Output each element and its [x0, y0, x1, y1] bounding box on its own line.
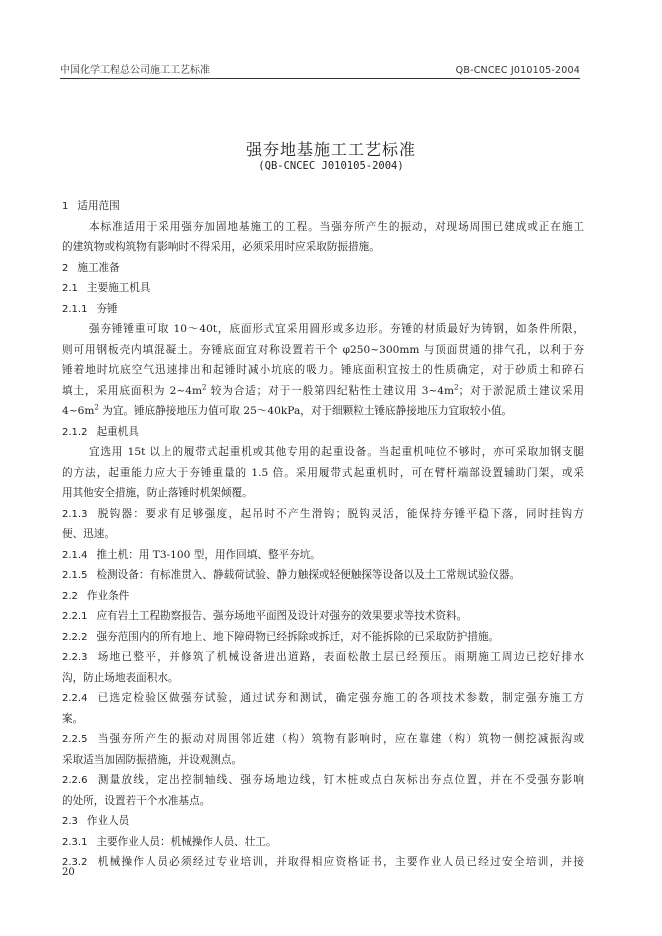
- clause-2-2-1: 2.2.1 应有岩土工程勘察报告、强夯场地平面图及设计对强夯的效果要求等技术资料。: [62, 610, 468, 622]
- paragraph-line: 沟，防止场地表面积水。: [62, 671, 179, 684]
- section-2-1-2-heading: 2.1.2 起重机具: [62, 425, 139, 438]
- paragraph-line: 的处所，设置若干个水准基点。: [62, 794, 211, 807]
- clause-2-2-5: 2.2.5 当强夯所产生的振动对周围邻近建（构）筑物有影响时，应在靠建（构）筑物一侧挖减振沟或: [62, 733, 584, 745]
- page-number: 20: [62, 867, 75, 878]
- paragraph-line: 的建筑物或构筑物有影响时不得采用，必须采用时应采取防振措施。: [62, 241, 380, 253]
- section-2-3-heading: 2.3 作业人员: [62, 815, 130, 827]
- page-header: [60, 60, 580, 79]
- section-2-1-heading: 2.1 主要施工机具: [62, 282, 151, 294]
- section-2-heading: 2 施工准备: [62, 261, 120, 274]
- clause-2-2-3: 2.2.3 场地已整平，并修筑了机械设备进出道路，表面松散土层已经预压。雨期施工周边已挖好排水: [62, 651, 584, 663]
- paragraph-line: 则可用钢板壳内填混凝土。夯锤底面宜对称设置若干个 φ250~300mm 与顶面贯通的排气孔，以利于夯: [62, 343, 584, 356]
- clause-2-2-4: 2.2.4 已选定检验区做强夯试验，通过试夯和测试，确定强夯施工的各项技术参数，制定强夯施工方: [62, 692, 584, 704]
- clause-2-2-6: 2.2.6 测量放线，定出控制轴线、强夯场地边线，钉木桩或点白灰标出夯点位置，并在不受强夯影响: [62, 774, 584, 786]
- clause-2-2-2: 2.2.2 强夯范围内的所有地上、地下障碍物已经拆除或拆迁，对不能拆除的已采取防护措施。: [62, 630, 500, 643]
- paragraph-line: 强夯锤锤重可取 10～40t，底面形式宜采用圆形或多边形。夯锤的材质最好为铸钢，如条件所限，: [89, 323, 584, 335]
- paragraph-line: 宜选用 15t 以上的履带式起重机或其他专用的起重设备。当起重机吨位不够时，亦可采取加钢支腿: [89, 446, 584, 458]
- clause-2-3-1: 2.3.1 主要作业人员：机械操作人员、壮工。: [62, 835, 277, 848]
- document-title: 强夯地基施工工艺标准: [245, 140, 416, 159]
- document-body: [62, 196, 584, 873]
- document-subtitle: (QB-CNCEC J010105-2004): [258, 160, 404, 172]
- paragraph-line: 本标准适用于采用强夯加固地基施工的工程。当强夯所产生的振动，对现场周围已建成或正在施工: [89, 220, 584, 233]
- clause-2-1-3: 2.1.3 脱钩器：要求有足够强度，起吊时不产生滑钩；脱钩灵活，能保持夯锤平稳下落，同时挂钩方: [62, 507, 584, 520]
- paragraph-line: 案。: [62, 712, 84, 725]
- paragraph-line: 锤着地时坑底空气迅速排出和起锤时减小坑底的吸力。锤底面积宜按土的性质确定，对于砂质土和碎石: [62, 364, 584, 376]
- paragraph-line: 的方法，起重能力应大于夯锤重量的 1.5 倍。采用履带式起重机时，可在臂杆端部设置辅助门架，或采: [62, 466, 584, 479]
- paragraph-line: 采取适当加固防振措施，并设观测点。: [62, 753, 243, 766]
- clause-2-3-2: 2.3.2 机械操作人员必须经过专业培训，并取得相应资格证书，主要作业人员已经过安全培训，并接: [62, 856, 584, 868]
- section-2-1-1-heading: 2.1.1 夯锤: [62, 302, 118, 315]
- paragraph-line: 填土，采用底面积为 $2\sim 4m^2$ 较为合适；对于一般第四纪粘性土建议用 $3\sim 4m^2$；对于淤泥质土建议采用: [62, 382, 584, 397]
- paragraph-line: 便、迅速。: [62, 528, 115, 540]
- header-org: 中国化学工程总公司施工工艺标准: [60, 65, 210, 76]
- section-2-2-heading: 2.2 作业条件: [62, 589, 130, 602]
- clause-2-1-4: 2.1.4 推土机：用 T3-100 型，用作回填、整平夯坑。: [62, 548, 321, 561]
- section-1-heading: 1 适用范围: [62, 200, 120, 212]
- clause-2-1-5: 2.1.5 检测设备：有标准贯入、静载荷试验、静力触探或轻便触探等设备以及土工常规试验仪器。: [62, 569, 521, 581]
- paragraph-line: 用其他安全措施，防止落锤时机架倾覆。: [62, 487, 253, 499]
- paragraph-line: $4\sim 6m^2$ 为宜。锤底静接地压力值可取 25～40kPa，对于细颗粒土锤底静接地压力宜取较小值。: [62, 403, 513, 417]
- header-standard-code: QB-CNCEC J010105-2004: [455, 65, 580, 76]
